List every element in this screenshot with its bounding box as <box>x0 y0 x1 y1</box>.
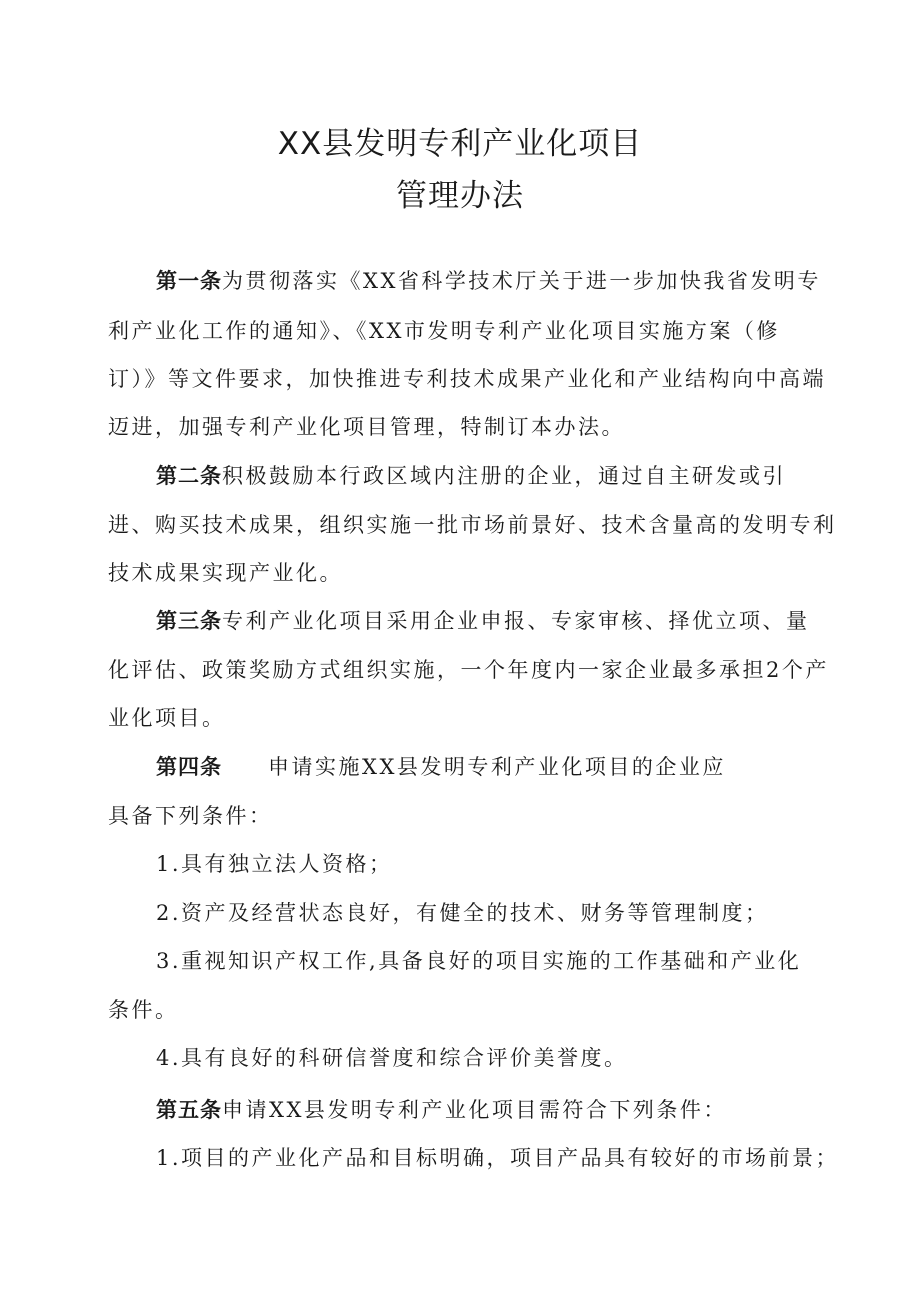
article-3-line-2: 化评估、政策奖励方式组织实施，一个年度内一家企业最多承担2个产 <box>108 658 829 682</box>
article-4-item-3-continued: 条件。 <box>108 998 179 1022</box>
article-4-line-2: 具备下列条件： <box>108 804 273 828</box>
article-3-heading: 第三条 <box>156 609 222 633</box>
article-1-text-1: 为贯彻落实《XX省科学技术厅关于进一步加快我省发明专 <box>222 269 821 293</box>
article-2-heading: 第二条 <box>156 464 222 488</box>
article-5-item-1: 1.项目的产业化产品和目标明确，项目产品具有较好的市场前景； <box>156 1146 840 1170</box>
article-3-line-1 <box>156 611 810 632</box>
article-3-text-1: 专利产业化项目采用企业申报、专家审核、择优立项、量 <box>222 609 810 633</box>
article-4-item-2: 2.资产及经营状态良好，有健全的技术、财务等管理制度； <box>156 901 769 925</box>
article-4-item-3: 3.重视知识产权工作,具备良好的项目实施的工作基础和产业化 <box>156 949 802 973</box>
article-4-item-1: 1.具有独立法人资格； <box>156 852 393 876</box>
article-2-text-1: 积极鼓励本行政区域内注册的企业，通过自主研发或引 <box>222 464 786 488</box>
article-4-line-1 <box>156 757 726 778</box>
article-1-line-4: 迈进，加强专利产业化项目管理，特制订本办法。 <box>108 415 625 439</box>
article-3-line-3: 业化项目。 <box>108 706 226 730</box>
article-4-item-4: 4.具有良好的科研信誉度和综合评价美誉度。 <box>156 1046 628 1070</box>
article-1-line-2: 利产业化工作的通知》、《XX市发明专利产业化项目实施方案（修 <box>108 319 780 343</box>
document-title-line-2: 管理办法 <box>396 178 524 214</box>
document-title-line-1: XX县发明专利产业化项目 <box>277 126 643 162</box>
article-5-line-1 <box>156 1100 727 1121</box>
article-5-text-1: 申请XX县发明专利产业化项目需符合下列条件： <box>222 1098 727 1122</box>
article-5-heading: 第五条 <box>156 1098 222 1122</box>
article-1-line-3: 订）》等文件要求，加快推进专利技术成果产业化和产业结构向中高端 <box>108 367 826 391</box>
article-1-heading: 第一条 <box>156 269 222 293</box>
article-2-line-2: 进、购买技术成果，组织实施一批市场前景好、技术含量高的发明专利 <box>108 513 837 537</box>
article-1-line-1 <box>156 271 821 292</box>
article-4-heading: 第四条 <box>156 755 222 779</box>
article-2-line-3: 技术成果实现产业化。 <box>108 561 343 585</box>
article-2-line-1 <box>156 466 786 487</box>
article-4-text-1: 申请实施XX县发明专利产业化项目的企业应 <box>268 755 726 779</box>
